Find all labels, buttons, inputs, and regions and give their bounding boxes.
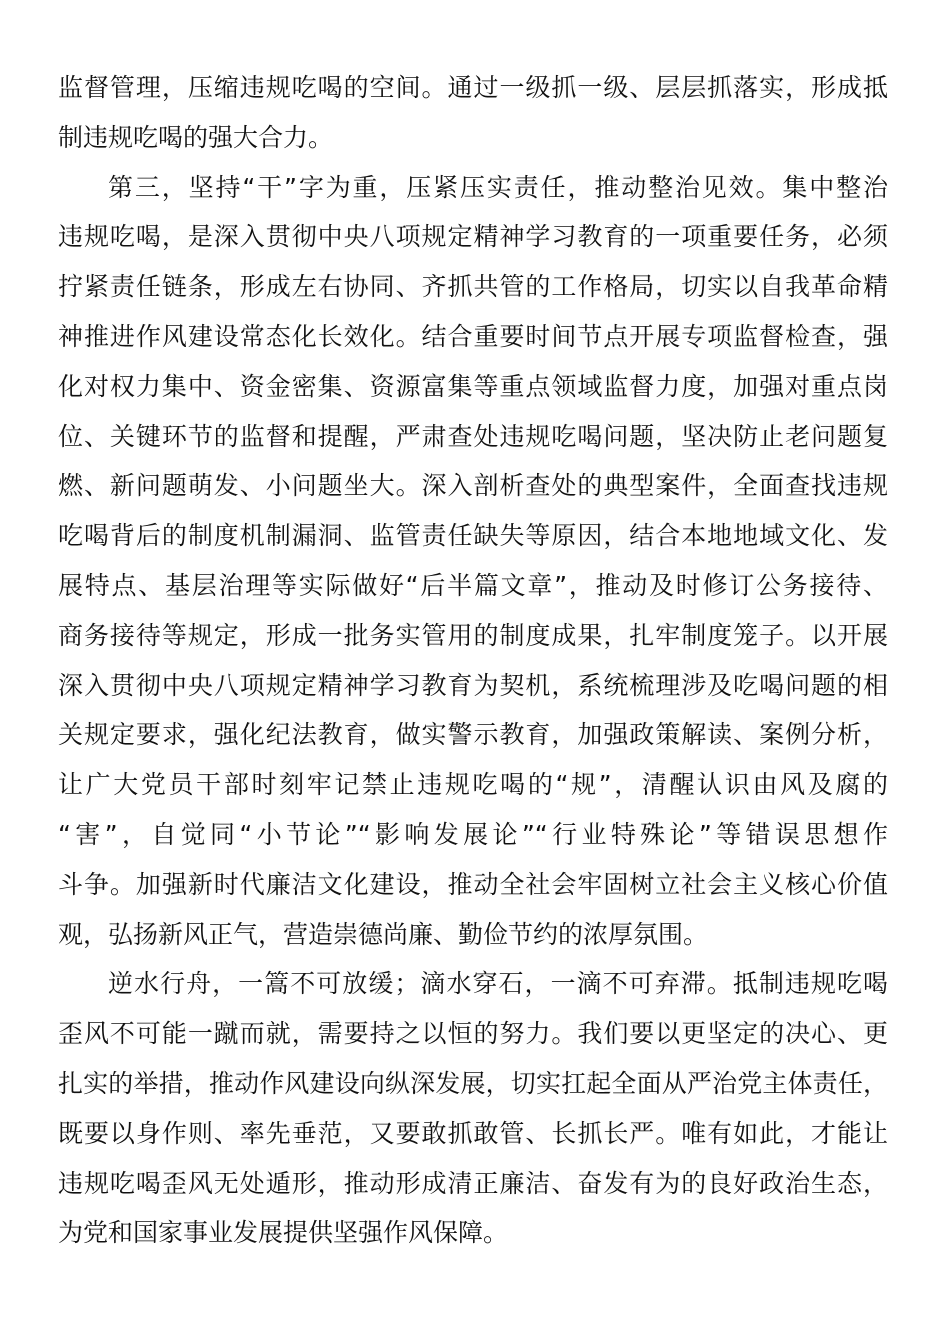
text-line: 让广大党员干部时刻牢记禁止违规吃喝的“规”，清醒认识由风及腐的 (58, 770, 888, 800)
text-line: 商务接待等规定，形成一批务实管用的制度成果，扎牢制度笼子。以开展 (58, 620, 888, 650)
text-line: 为党和国家事业发展提供坚强作风保障。 (58, 1218, 509, 1248)
text-line: 既要以身作则、率先垂范，又要敢抓敢管、长抓长严。唯有如此，才能让 (58, 1118, 888, 1148)
text-line: 吃喝背后的制度机制漏洞、监管责任缺失等原因，结合本地地域文化、发 (58, 521, 888, 551)
text-line: 观，弘扬新风正气，营造崇德尚廉、勤俭节约的浓厚氛围。 (58, 919, 709, 949)
text-line: 斗争。加强新时代廉洁文化建设，推动全社会牢固树立社会主义核心价值 (58, 869, 888, 899)
text-line: 化对权力集中、资金密集、资源富集等重点领域监督力度，加强对重点岗 (58, 371, 888, 401)
text-line: 燃、新问题萌发、小问题坐大。深入剖析查处的典型案件，全面查找违规 (58, 471, 888, 501)
text-line: 展特点、基层治理等实际做好“后半篇文章”，推动及时修订公务接待、 (58, 570, 888, 600)
text-line: 深入贯彻中央八项规定精神学习教育为契机，系统梳理涉及吃喝问题的相 (58, 670, 888, 700)
paragraph-start-line: 第三，坚持“干”字为重，压紧压实责任，推动整治见效。集中整治 (108, 172, 888, 202)
document-body (58, 63, 888, 1258)
text-line: “害”，自觉同“小节论”“影响发展论”“行业特殊论”等错误思想作 (58, 819, 888, 849)
paragraph-start-line: 逆水行舟，一篙不可放缓；滴水穿石，一滴不可弃滞。抵制违规吃喝 (108, 969, 888, 999)
text-line: 违规吃喝，是深入贯彻中央八项规定精神学习教育的一项重要任务，必须 (58, 222, 888, 252)
text-line: 关规定要求，强化纪法教育，做实警示教育，加强政策解读、案例分析， (58, 720, 888, 750)
text-line: 位、关键环节的监督和提醒，严肃查处违规吃喝问题，坚决防止老问题复 (58, 421, 888, 451)
text-line: 扎实的举措，推动作风建设向纵深发展，切实扛起全面从严治党主体责任， (58, 1068, 888, 1098)
text-line: 制违规吃喝的强大合力。 (58, 122, 334, 152)
text-line: 拧紧责任链条，形成左右协同、齐抓共管的工作格局，切实以自我革命精 (58, 272, 888, 302)
text-line: 违规吃喝歪风无处遁形，推动形成清正廉洁、奋发有为的良好政治生态， (58, 1168, 888, 1198)
text-line: 监督管理，压缩违规吃喝的空间。通过一级抓一级、层层抓落实，形成抵 (58, 73, 888, 102)
text-line: 神推进作风建设常态化长效化。结合重要时间节点开展专项监督检查，强 (58, 321, 888, 351)
text-line: 歪风不可能一蹴而就，需要持之以恒的努力。我们要以更坚定的决心、更 (58, 1019, 888, 1049)
